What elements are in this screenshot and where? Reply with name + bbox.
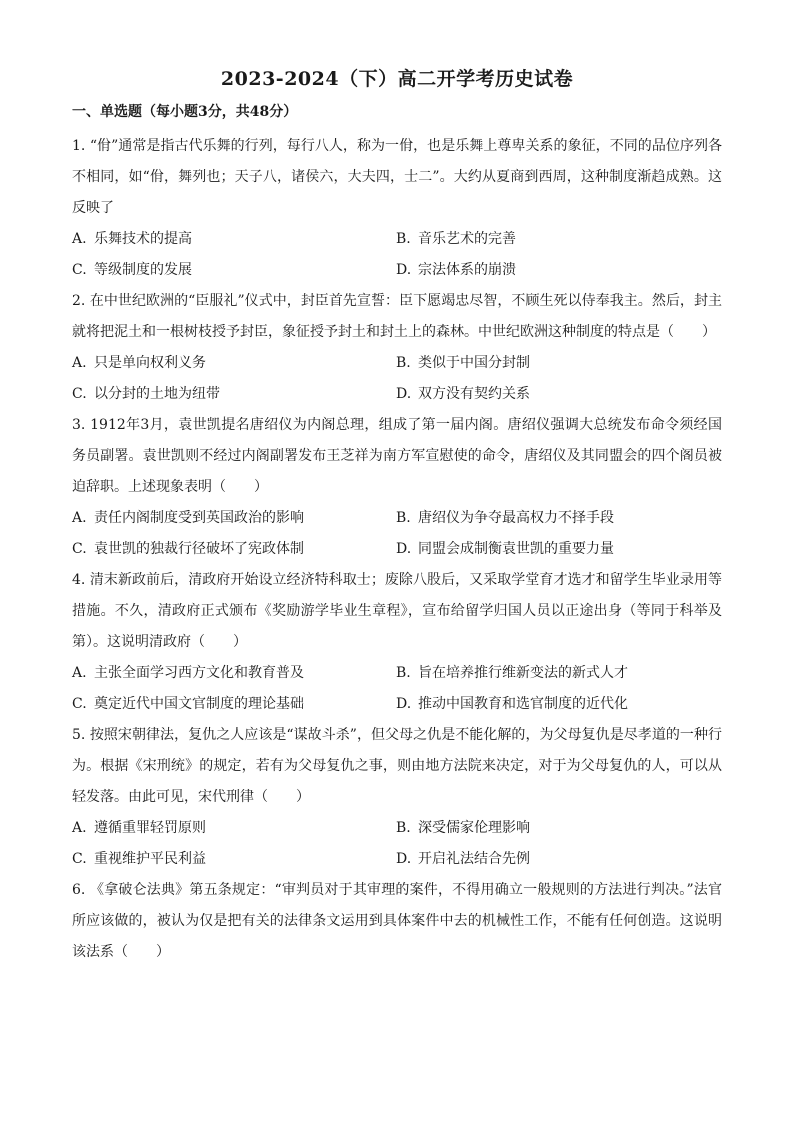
answer-options [72,658,722,720]
exam-title: 2023-2024（下）高二开学考历史试卷 [220,68,574,90]
option-text: 只是单向权利义务 [94,355,206,371]
option-text: 音乐艺术的完善 [418,231,516,247]
option-text: 以分封的土地为纽带 [94,386,220,402]
answer-option [72,534,396,565]
option-text: 唐绍仪为争夺最高权力不择手段 [418,510,614,526]
option-letter: D. [396,851,412,867]
answer-option [396,658,722,689]
answer-option [72,689,396,720]
option-letter: B. [396,820,411,836]
option-letter: B. [396,510,411,526]
option-letter: D. [396,541,412,557]
option-text: 等级制度的发展 [94,262,192,278]
answer-option [72,658,396,689]
option-text: 主张全面学习西方文化和教育普及 [94,665,304,681]
answer-option [72,503,396,534]
answer-option [396,813,722,844]
question-4 [72,565,722,720]
answer-options [72,224,722,286]
option-text: 开启礼法结合先例 [418,851,530,867]
option-letter: B. [396,355,411,371]
question-list [72,131,722,968]
option-letter: C. [72,262,87,278]
option-letter: A. [72,355,87,371]
question-stem: 6. 《拿破仑法典》第五条规定：“审判员对于其审理的案件，不得用确立一般规则的方法进行判决。”法官所应该做的，被认为仅是把有关的法律条文运用到具体案件中去的机械性工作，不能有任何创造。这说明该法系（ ） [72,882,722,960]
answer-option [72,379,396,410]
option-letter: C. [72,386,87,402]
answer-options [72,348,722,410]
option-text: 推动中国教育和选官制度的近代化 [418,696,628,712]
option-text: 遵循重罪轻罚原则 [94,820,206,836]
option-text: 旨在培养推行维新变法的新式人才 [418,665,628,681]
option-text: 同盟会成制衡袁世凯的重要力量 [418,541,614,557]
question-stem: 4. 清末新政前后，清政府开始设立经济特科取士；废除八股后，又采取学堂育才选才和留学生毕业录用等措施。不久，清政府正式颁布《奖励游学毕业生章程》，宣布给留学归国人员以正途出身（等同于科举及第）。这说明清政府（ ） [72,572,722,650]
option-letter: D. [396,262,412,278]
option-letter: A. [72,665,87,681]
answer-options [72,503,722,565]
answer-option [396,255,722,286]
question-1 [72,131,722,286]
option-text: 责任内阁制度受到英国政治的影响 [94,510,304,526]
option-letter: A. [72,231,87,247]
answer-option [396,224,722,255]
question-stem: 3. 1912年3月，袁世凯提名唐绍仪为内阁总理，组成了第一届内阁。唐绍仪强调大总统发布命令须经国务员副署。袁世凯则不经过内阁副署发布王芝祥为南方军宣慰使的命令，唐绍仪及其同盟会的四个阁员被迫辞职。上述现象表明（ ） [72,417,722,495]
option-text: 双方没有契约关系 [418,386,530,402]
answer-option [72,224,396,255]
question-stem: 1. “佾”通常是指古代乐舞的行列，每行八人，称为一佾，也是乐舞上尊卑关系的象征，不同的品位序列各不相同，如“佾，舞列也；天子八，诸侯六，大夫四，士二”。大约从夏商到西周，这种制度渐趋成熟。这反映了 [72,138,722,216]
question-stem: 2. 在中世纪欧洲的“臣服礼”仪式中，封臣首先宣誓：臣下愿竭忠尽智，不顾生死以侍奉我主。然后，封主就将把泥土和一根树枝授予封臣，象征授予封土和封土上的森林。中世纪欧洲这种制度的特点是（ ） [72,293,722,340]
answer-option [72,348,396,379]
option-text: 乐舞技术的提高 [94,231,192,247]
option-letter: D. [396,696,412,712]
option-letter: C. [72,696,87,712]
option-text: 袁世凯的独裁行径破坏了宪政体制 [94,541,304,557]
section-heading: 一、单选题（每小题3分，共48分） [72,104,298,120]
answer-option [72,813,396,844]
answer-option [396,348,722,379]
option-letter: D. [396,386,412,402]
option-text: 奠定近代中国文官制度的理论基础 [94,696,304,712]
question-stem: 5. 按照宋朝律法，复仇之人应该是“谋故斗杀”，但父母之仇是不能化解的，为父母复仇是尽孝道的一种行为。根据《宋刑统》的规定，若有为父母复仇之事，则由地方法院来决定，对于为父母复仇的人，可以从轻发落。由此可见，宋代刑律（ ） [72,727,722,805]
answer-option [396,534,722,565]
answer-option [72,255,396,286]
option-letter: A. [72,510,87,526]
answer-option [396,844,722,875]
option-text: 宗法体系的崩溃 [418,262,516,278]
option-letter: B. [396,665,411,681]
answer-option [396,503,722,534]
option-letter: B. [396,231,411,247]
question-2 [72,286,722,410]
option-letter: A. [72,820,87,836]
option-text: 深受儒家伦理影响 [418,820,530,836]
question-3 [72,410,722,565]
answer-option [72,844,396,875]
answer-option [396,379,722,410]
option-letter: C. [72,851,87,867]
option-letter: C. [72,541,87,557]
answer-option [396,689,722,720]
option-text: 类似于中国分封制 [418,355,530,371]
option-text: 重视维护平民利益 [94,851,206,867]
answer-options [72,813,722,875]
question-6 [72,875,722,968]
question-5 [72,720,722,875]
